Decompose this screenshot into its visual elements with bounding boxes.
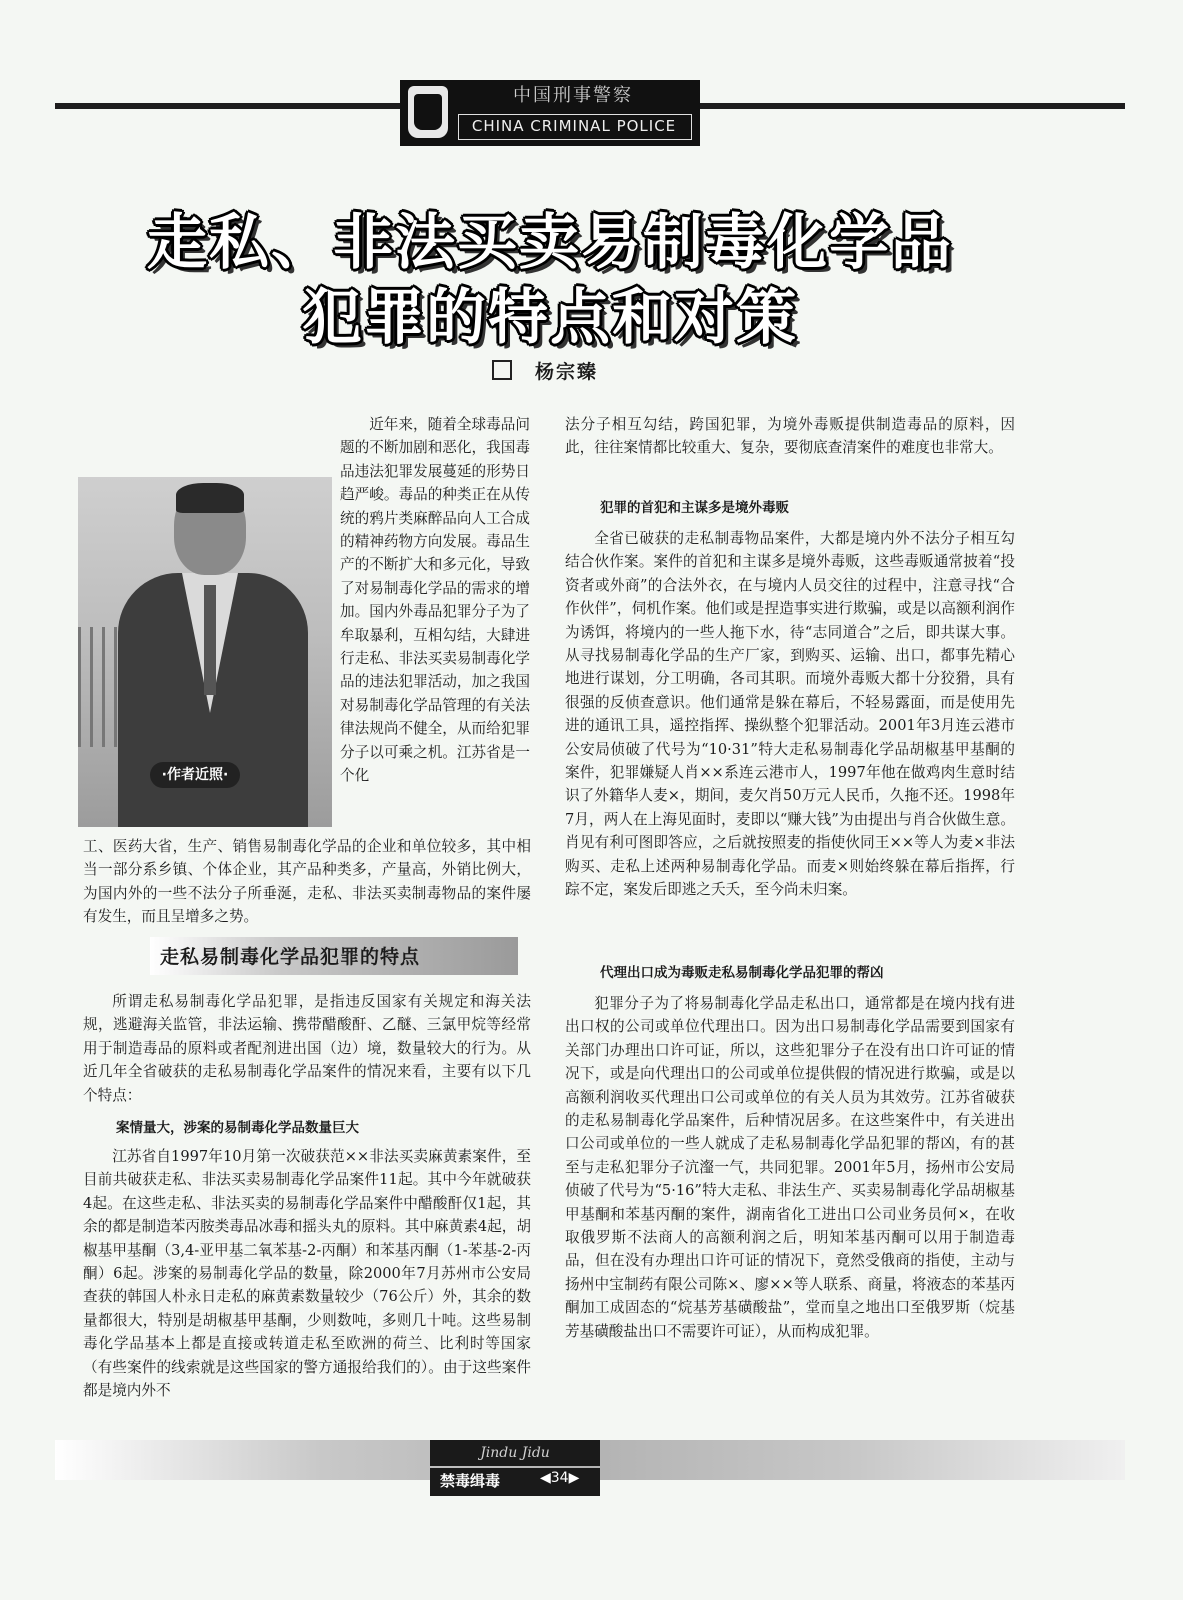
body-paragraph: 所谓走私易制毒化学品犯罪，是指违反国家有关规定和海关法规，逃避海关监管，非法运输、携带醋酸酐、乙醚、三氯甲烷等经常用于制造毒品的原料或者配剂进出国（边）境，数量较大的行为。从近几年全省破获的走私易制毒化学品案件的情况来看，主要有以下几个特点： bbox=[83, 993, 531, 1104]
article-title-line2: 犯罪的特点和对策 bbox=[302, 283, 798, 353]
subheading: 案情量大，涉案的易制毒化学品数量巨大 bbox=[116, 1120, 359, 1136]
page-number: ◀34▶ bbox=[540, 1470, 580, 1486]
photo-person-tie bbox=[204, 585, 216, 695]
footer-section-name: 禁毒缉毒 bbox=[440, 1472, 501, 1490]
subheading: 代理出口成为毒贩走私易制毒化学品犯罪的帮凶 bbox=[600, 965, 884, 981]
body-paragraph: 江苏省自1997年10月第一次破获范××非法买卖麻黄素案件，至目前共破获走私、非法买卖易制毒化学品案件11起。其中今年就破获4起。在这些走私、非法买卖的易制毒化学品案件中醋酸酐仅1起，其余的都是制造苯丙胺类毒品冰毒和摇头丸的原料。其中麻黄素4起，胡椒基甲基酮（3,4-亚甲基二氧苯基-2-丙酮）和苯基丙酮（1-苯基-2-丙酮）6起。涉案的易制毒化学品的数量，除2000年7月苏州市公安局查获的韩国人朴永日走私的麻黄素数量较少（76公斤）外，其余的数量都很大，特别是胡椒基甲基酮，少则数吨，多则几十吨。这些易制毒化学品基本上都是直接或转道走私至欧洲的荷兰、比利时等国家（有些案件的线索就是这些国家的警方通报给我们的）。由于这些案件都是境内外不 bbox=[83, 1148, 531, 1400]
intro-paragraph-part2: 工、医药大省，生产、销售易制毒化学品的企业和单位较多，其中相当一部分系乡镇、个体企业，其产品种类多，产量高，外销比例大，为国内外的一些不法分子所垂涎，走私、非法买卖制毒物品的案件屡有发生，而且呈增多之势。 bbox=[83, 838, 531, 926]
body-paragraph: 全省已破获的走私制毒物品案件，大都是境内外不法分子相互勾结合伙作案。案件的首犯和主谋多是境外毒贩，这些毒贩通常披着“投资者或外商”的合法外衣，在与境内人员交往的过程中，注意寻找“合作伙伴”，伺机作案。他们或是捏造事实进行欺骗，或是以高额利润作为诱饵，将境内的一些人拖下水，待“志同道合”之后，即共谋大事。从寻找易制毒化学品的生产厂家，到购买、运输、出口，都事先精心地进行谋划，分工明确，各司其职。而境外毒贩大都十分狡猾，具有很强的反侦查意识。他们通常是躲在幕后，不轻易露面，而是使用先进的通讯工具，遥控指挥、操纵整个犯罪活动。2001年3月连云港市公安局侦破了代号为“10·31”特大走私易制毒化学品胡椒基甲基酮的案件，犯罪嫌疑人肖××系连云港市人，1997年他在做鸡肉生意时结识了外籍华人麦×，期间，麦欠肖50万元人民币，久拖不还。1998年7月，两人在上海见面时，麦即以“赚大钱”为由提出与肖合伙做生意。肖见有利可图即答应，之后就按照麦的指使伙同王××等人为麦×非法购买、走私上述两种易制毒化学品。而麦×则始终躲在幕后指挥，行踪不定，案发后即逃之夭夭，至今尚未归案。 bbox=[565, 530, 1015, 899]
author-name: 杨宗臻 bbox=[535, 361, 599, 383]
intro-paragraph-part1: 近年来，随着全球毒品问题的不断加剧和恶化，我国毒品违法犯罪发展蔓延的形势日趋严峻。毒品的种类正在从传统的鸦片类麻醉品向人工合成的精神药物方向发展。毒品生产的不断扩大和多元化，导致了对易制毒化学品的需求的增加。国内外毒品犯罪分子为了牟取暴利，互相勾结，大肆进行走私、非法买卖易制毒化学品的违法犯罪活动，加之我国对易制毒化学品管理的有关法律法规尚不健全，从而给犯罪分子以可乘之机。江苏省是一个化 bbox=[340, 416, 530, 785]
body-paragraph-continued: 法分子相互勾结，跨国犯罪，为境外毒贩提供制造毒品的原料，因此，往往案情都比较重大、复杂，要彻底查清案件的难度也非常大。 bbox=[565, 416, 1015, 457]
section-title: 走私易制毒化学品犯罪的特点 bbox=[160, 946, 421, 968]
subheading: 犯罪的首犯和主谋多是境外毒贩 bbox=[600, 500, 789, 516]
police-badge-inner bbox=[414, 94, 442, 130]
photo-caption: ·作者近照· bbox=[150, 762, 240, 788]
article-title-line1: 走私、非法买卖易制毒化学品 bbox=[147, 208, 953, 278]
author-marker-icon bbox=[492, 360, 512, 380]
photo-person-hair bbox=[176, 483, 244, 513]
footer-script-label: Jindu Jidu bbox=[430, 1440, 600, 1466]
magazine-name-cn: 中国刑事警察 bbox=[513, 85, 633, 106]
magazine-name-en: CHINA CRIMINAL POLICE bbox=[471, 117, 677, 135]
body-paragraph: 犯罪分子为了将易制毒化学品走私出口，通常都是在境内找有进出口权的公司或单位代理出口。因为出口易制毒化学品需要到国家有关部门办理出口许可证，所以，这些犯罪分子在没有出口许可证的情况下，或是向代理出口的公司或单位提供假的情况进行欺骗，或是以高额利润收买代理出口公司或单位的有关人员为其效劳。江苏省破获的走私易制毒化学品案件，后种情况居多。在这些案件中，有关进出口公司或单位的一些人就成了走私易制毒化学品犯罪的帮凶，有的甚至与走私犯罪分子沆瀣一气，共同犯罪。2001年5月，扬州市公安局侦破了代号为“5·16”特大走私、非法生产、买卖易制毒化学品胡椒基甲基酮和苯基丙酮的案件，湖南省化工进出口公司业务员何×，在收取俄罗斯不法商人的高额利润之后，明知苯基丙酮可以用于制造毒品，但在没有办理出口许可证的情况下，竟然受俄商的指使，主动与扬州中宝制药有限公司陈×、廖××等人联系、商量，将液态的苯基丙酮加工成固态的“烷基芳基磺酸盐”，堂而皇之地出口至俄罗斯（烷基芳基磺酸盐出口不需要许可证），从而构成犯罪。 bbox=[565, 995, 1015, 1340]
